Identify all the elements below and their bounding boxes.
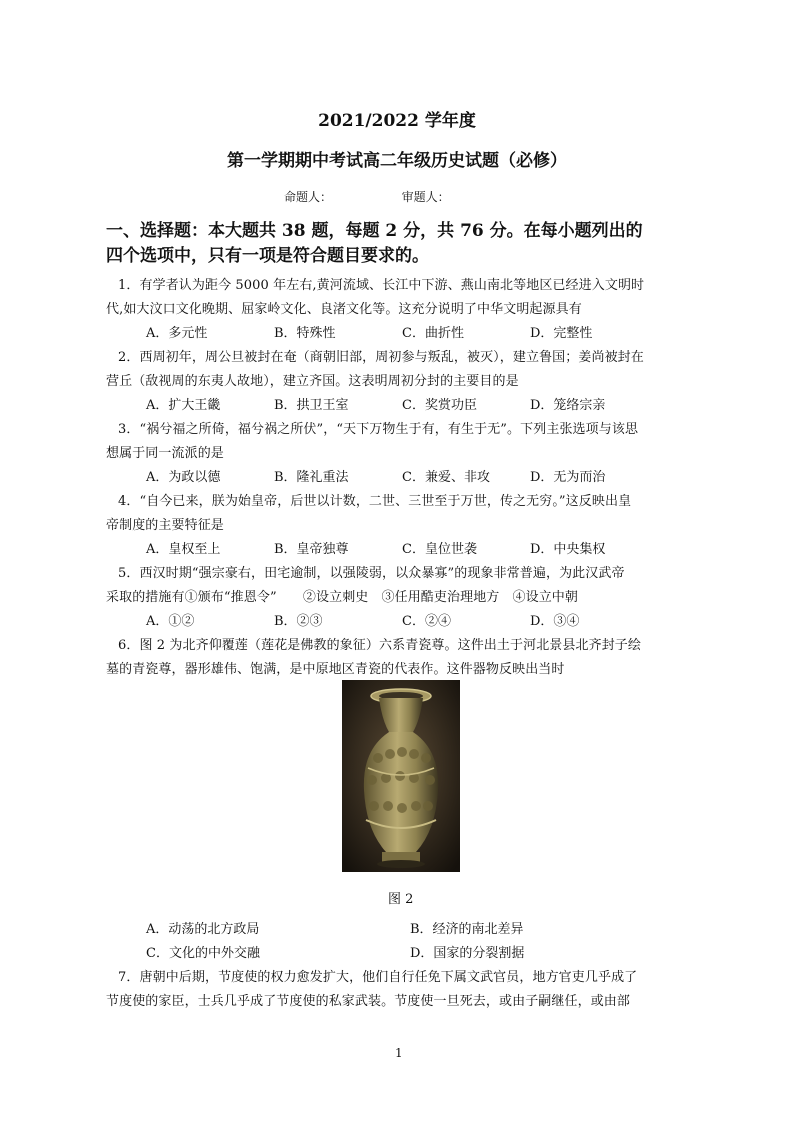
question-5-option-b: B．②③ [274, 614, 323, 629]
question-6-option-b: B．经济的南北差异 [410, 922, 524, 937]
authors-line [284, 188, 450, 205]
question-2-option-c: C．奖赏功臣 [402, 398, 477, 413]
question-7-line-1: 7．唐朝中后期，节度使的权力愈发扩大，他们自行任免下属文武官员，地方官吏几乎成了 [118, 970, 638, 985]
question-6-line-2: 墓的青瓷尊，器形雄伟、饱满，是中原地区青瓷的代表作。这件器物反映出当时 [106, 662, 565, 677]
question-7-line-2: 节度使的家臣，士兵几乎成了节度使的私家武装。节度使一旦死去，或由子嗣继任，或由部 [106, 994, 631, 1009]
question-6-line-1: 6．图 2 为北齐仰覆莲（莲花是佛教的象征）六系青瓷尊。这件出土于河北景县北齐封子绘 [118, 638, 642, 653]
question-1-option-c: C．曲折性 [402, 326, 464, 341]
question-2-line-1: 2．西周初年，周公旦被封在奄（商朝旧部，周初参与叛乱，被灭），建立鲁国；姜尚被封在 [118, 350, 644, 365]
exam-title: 第一学期期中考试高二年级历史试题（必修） [227, 151, 567, 171]
question-3-option-c: C．兼爱、非攻 [402, 470, 490, 485]
question-4-option-d: D．中央集权 [530, 542, 606, 557]
question-3-line-1: 3．“祸兮福之所倚，福兮祸之所伏”，“天下万物生于有，有生于无”。下列主张选项与该思 [118, 422, 639, 437]
question-5-line-1: 5．西汉时期“强宗豪右，田宅逾制，以强陵弱，以众暴寡”的现象非常普遍，为此汉武帝 [118, 566, 625, 581]
question-5-option-a: A．①② [146, 614, 195, 629]
question-1-line-1: 1．有学者认为距今 5000 年左右,黄河流域、长江中下游、燕山南北等地区已经进入文明时 [118, 278, 645, 293]
question-2-option-d: D．笼络宗亲 [530, 398, 606, 413]
question-4-option-c: C．皇位世袭 [402, 542, 477, 557]
question-6-option-d: D．国家的分裂割据 [410, 946, 525, 961]
section-heading-line-2: 四个选项中，只有一项是符合题目要求的。 [106, 246, 429, 266]
question-1-option-d: D．完整性 [530, 326, 593, 341]
celadon-vase-image [342, 680, 460, 872]
question-2-option-b: B．拱卫王室 [274, 398, 349, 413]
question-2-line-2: 营丘（敌视周的东夷人故地），建立齐国。这表明周初分封的主要目的是 [106, 374, 519, 389]
figure-caption: 图 2 [388, 892, 414, 907]
question-1-option-b: B．特殊性 [274, 326, 336, 341]
section-heading-line-1: 一、选择题：本大题共 38 题，每题 2 分，共 76 分。在每小题列出的 [106, 221, 643, 241]
question-2-option-a: A．扩大王畿 [146, 398, 221, 413]
reviewer-label: 审题人： [401, 190, 450, 204]
question-4-option-a: A．皇权至上 [146, 542, 221, 557]
question-4-option-b: B．皇帝独尊 [274, 542, 349, 557]
question-6-option-c: C．文化的中外交融 [146, 946, 260, 961]
question-3-option-d: D．无为而治 [530, 470, 606, 485]
question-5-line-2: 采取的措施有①颁布“推恩令” ②设立刺史 ③任用酷吏治理地方 ④设立中朝 [106, 590, 578, 605]
question-1-line-2: 代,如大汶口文化晚期、屈家岭文化、良渚文化等。这充分说明了中华文明起源具有 [106, 302, 582, 317]
question-4-line-2: 帝制度的主要特征是 [106, 518, 224, 533]
question-1-option-a: A．多元性 [146, 326, 208, 341]
question-5-option-d: D．③④ [530, 614, 580, 629]
page-number: 1 [395, 1046, 403, 1060]
school-year-title: 2021/2022 学年度 [318, 111, 476, 131]
question-3-option-b: B．隆礼重法 [274, 470, 349, 485]
question-3-line-2: 想属于同一流派的是 [106, 446, 224, 461]
question-6-option-a: A．动荡的北方政局 [146, 922, 260, 937]
question-4-line-1: 4．“自今已来，朕为始皇帝，后世以计数，二世、三世至于万世，传之无穷。”这反映出皇 [118, 494, 632, 509]
question-3-option-a: A．为政以德 [146, 470, 221, 485]
setter-label: 命题人： [284, 190, 333, 204]
question-5-option-c: C．②④ [402, 614, 451, 629]
